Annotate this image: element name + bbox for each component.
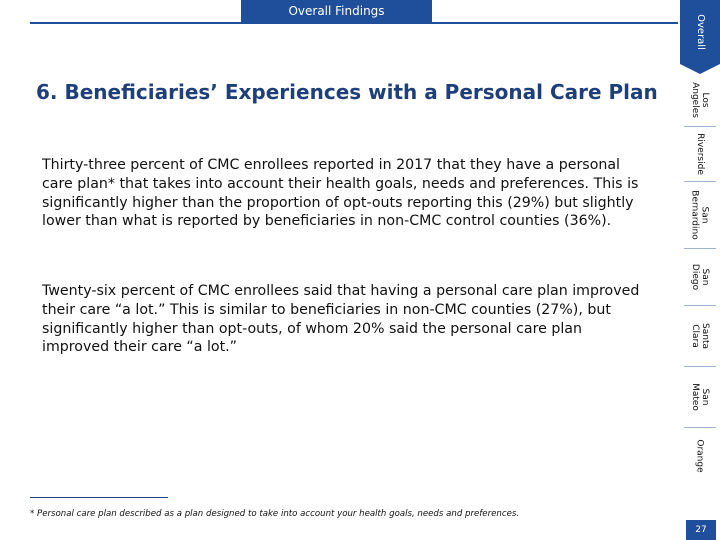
nav-tab-santa-clara[interactable]: [680, 306, 720, 366]
nav-tab-san-bernardino[interactable]: [680, 182, 720, 248]
body-paragraph-2: Twenty-six percent of CMC enrollees said that having a personal care plan improved their care “a lot.” This is similar to beneficiaries in non-CMC counties (27%), but significantly higher than opt-outs, of whom 20% said the personal care plan improved their care “a lot.”: [42, 283, 640, 356]
nav-tab-orange[interactable]: [680, 428, 720, 484]
header-divider: [30, 22, 678, 24]
nav-tab-label: Riverside: [695, 133, 706, 175]
page-title: 6. Beneficiaries’ Experiences with a Personal Care Plan: [36, 80, 658, 104]
county-side-nav: [680, 0, 720, 540]
nav-tab-san-diego[interactable]: [680, 249, 720, 305]
nav-tab-san-mateo[interactable]: [680, 367, 720, 427]
nav-tab-label: Santa Clara: [689, 323, 710, 349]
body-paragraph-1: Thirty-three percent of CMC enrollees reported in 2017 that they have a personal care plan* that takes into account their health goals, needs and preferences. This is significantly higher than the proportion of opt-outs reporting this (29%) but slightly lower than what is reported by beneficiaries in non-CMC control counties (36%).: [42, 157, 639, 230]
page-number: 27: [695, 525, 707, 535]
active-tab-arrow-icon: [680, 64, 720, 74]
nav-tab-label: San Diego: [690, 263, 710, 291]
section-header-tab: [241, 0, 432, 22]
nav-tab-los-angeles[interactable]: [680, 74, 720, 126]
page-number-badge: [686, 520, 716, 540]
nav-tab-label: Overall: [695, 14, 706, 50]
nav-tab-overall[interactable]: [680, 0, 720, 64]
footnote-divider: [30, 497, 168, 498]
nav-tab-riverside[interactable]: [680, 127, 720, 181]
nav-tab-label: San Mateo: [689, 383, 710, 411]
nav-tab-label: Orange: [694, 439, 705, 473]
footnote: * Personal care plan described as a plan designed to take into account your health goals, needs and preferences.: [30, 509, 520, 519]
nav-tab-label: Los Angeles: [690, 82, 710, 118]
section-header-label: Overall Findings: [288, 4, 385, 18]
nav-tab-label: San Bernardino: [690, 190, 711, 240]
